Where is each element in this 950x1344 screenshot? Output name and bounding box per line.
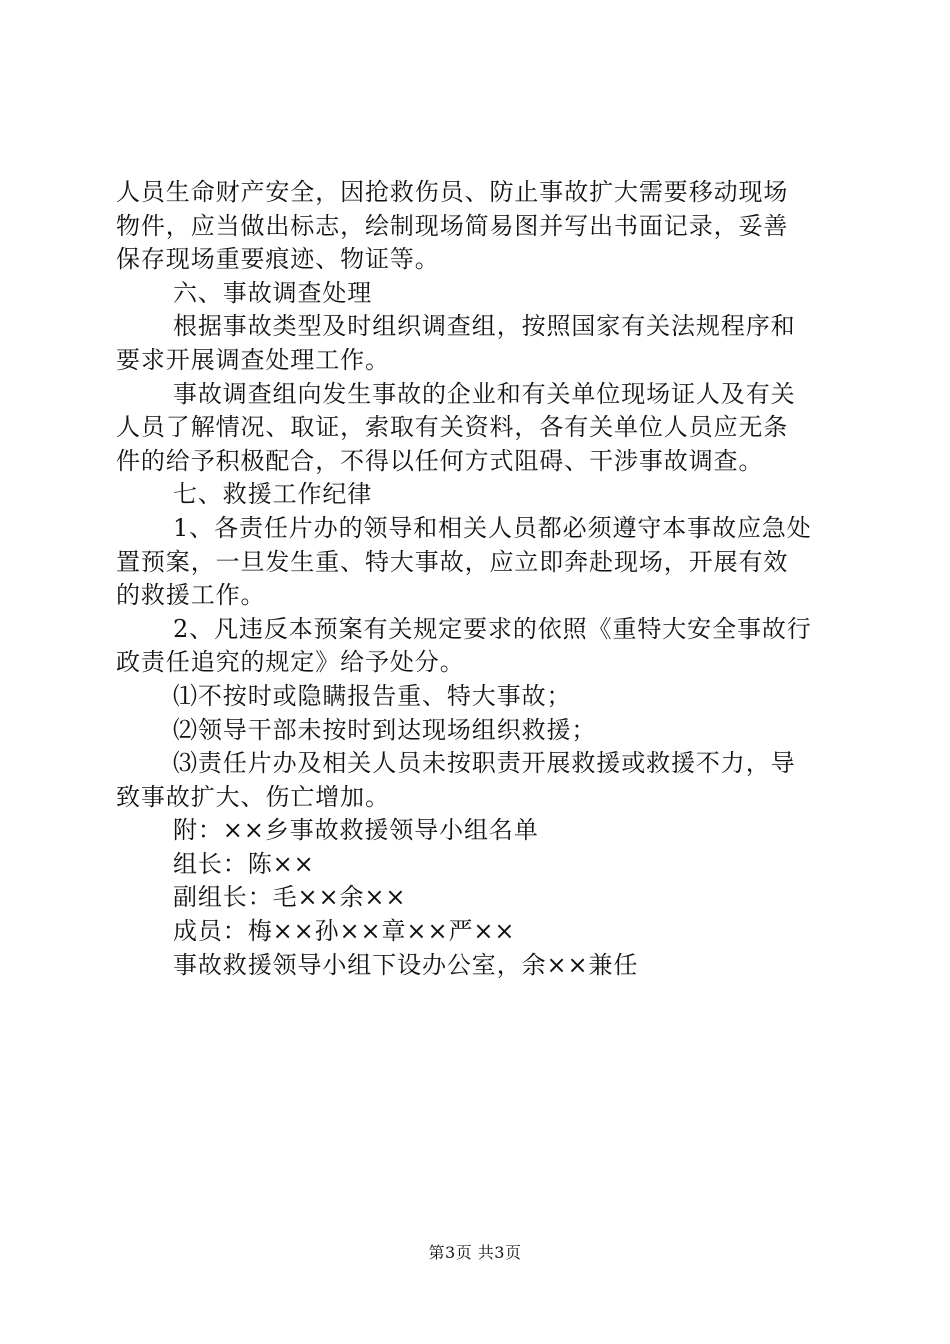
paragraph-line: 的救援工作。 — [116, 581, 266, 610]
paragraph-line: 成员：梅××孙××章××严×× — [173, 917, 516, 946]
page-number-label: 第3页 共3页 — [428, 1243, 522, 1262]
paragraph-line: 事故救援领导小组下设办公室，余××兼任 — [173, 950, 639, 979]
paragraph-line: 致事故扩大、伤亡增加。 — [116, 782, 390, 811]
paragraph-line: 2、凡违反本预案有关规定要求的依照《重特大安全事故行 — [173, 614, 812, 643]
paragraph-line: ⑶责任片办及相关人员未按职责开展救援或救援不力，导 — [173, 749, 796, 778]
paragraph-line: 人员生命财产安全，因抢救伤员、防止事故扩大需要移动现场 — [116, 178, 789, 206]
paragraph-line: 保存现场重要痕迹、物证等。 — [116, 245, 440, 274]
paragraph-line: 七、救援工作纪律 — [173, 480, 373, 509]
paragraph-line: 人员了解情况、取证，索取有关资料，各有关单位人员应无条 — [116, 413, 789, 442]
paragraph-line: 事故调查组向发生事故的企业和有关单位现场证人及有关 — [173, 379, 796, 408]
paragraph-line: ⑴不按时或隐瞒报告重、特大事故； — [173, 681, 572, 710]
paragraph-line: 物件，应当做出标志，绘制现场简易图并写出书面记录，妥善 — [116, 211, 789, 240]
paragraph-line: 根据事故类型及时组织调查组，按照国家有关法规程序和 — [173, 312, 796, 341]
paragraph-line: 要求开展调查处理工作。 — [116, 345, 390, 374]
paragraph-line: 六、事故调查处理 — [173, 278, 373, 307]
paragraph-line: ⑵领导干部未按时到达现场组织救援； — [173, 715, 597, 744]
paragraph-line: 副组长：毛××余×× — [173, 883, 407, 912]
paragraph-line: 组长：陈×× — [173, 849, 315, 878]
paragraph-line: 置预案，一旦发生重、特大事故，应立即奔赴现场，开展有效 — [116, 547, 789, 576]
paragraph-line: 政责任追究的规定》给予处分。 — [116, 648, 465, 677]
page-footer — [0, 1243, 950, 1263]
paragraph-line: 1、各责任片办的领导和相关人员都必须遵守本事故应急处 — [173, 513, 812, 542]
document-body — [116, 176, 832, 982]
paragraph-line: 附：××乡事故救援领导小组名单 — [173, 816, 539, 845]
paragraph-line: 件的给予积极配合，不得以任何方式阻碍、干涉事故调查。 — [116, 446, 764, 475]
